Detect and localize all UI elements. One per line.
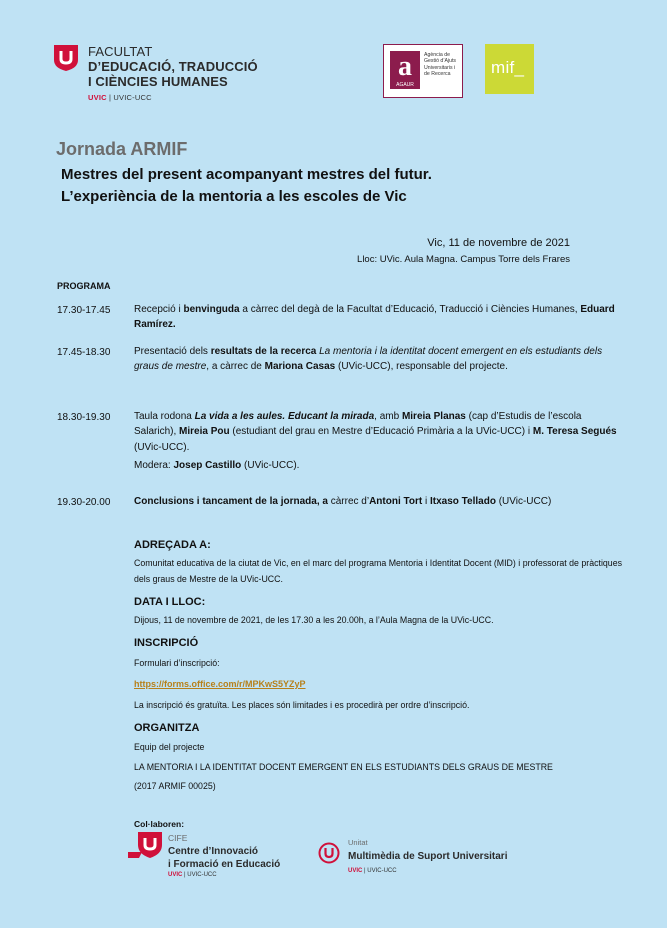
program-text: Taula rodona bbox=[134, 411, 195, 422]
uvic-ucc-text: | UVIC-UCC bbox=[362, 868, 397, 874]
faculty-name bbox=[88, 44, 258, 89]
adrecada-heading: ADREÇADA A: bbox=[134, 539, 211, 551]
program-bold: benvinguda bbox=[183, 304, 240, 315]
faculty-line3: I CIÈNCIES HUMANES bbox=[88, 74, 228, 89]
program-text: (UVic-UCC) bbox=[495, 496, 552, 507]
place-line: Lloc: UVic. Aula Magna. Campus Torre dels Frares bbox=[357, 254, 570, 265]
moderator-label: Modera: bbox=[134, 460, 174, 471]
moderator-line bbox=[134, 460, 299, 471]
faculty-line2: D’EDUCACIÓ, TRADUCCIÓ bbox=[88, 59, 258, 74]
data-heading: DATA I LLOC: bbox=[134, 596, 206, 608]
cife-small: CIFE bbox=[168, 833, 188, 843]
inscripcio-heading: INSCRIPCIÓ bbox=[134, 637, 199, 649]
agaur-text: Agència de Gestió d’Ajuts Universitaris i de Recerca bbox=[424, 52, 457, 77]
programa-heading: PROGRAMA bbox=[57, 281, 111, 291]
uvic-ucc-text: | UVIC-UCC bbox=[106, 93, 152, 102]
organitza-line3: (2017 ARMIF 00025) bbox=[134, 781, 216, 791]
mu-shield-icon bbox=[318, 842, 340, 864]
program-bold: resultats de la recerca bbox=[210, 346, 317, 357]
subtitle-line1: Mestres del present acompanyant mestres del futur. bbox=[61, 166, 432, 183]
inscripcio-note: La inscripció és gratuïta. Les places són limitades i es procedirà per ordre d’inscripció. bbox=[134, 700, 470, 710]
mu-name: Multimèdia de Suport Universitari bbox=[348, 851, 508, 862]
program-text: (UVic-UCC). bbox=[241, 460, 300, 471]
program-time-4: 19.30-20.00 bbox=[57, 497, 111, 508]
uvic-brand-text: UVIC bbox=[88, 93, 107, 102]
speaker-name: Mireia Planas bbox=[401, 411, 466, 422]
program-text: Presentació dels bbox=[134, 346, 211, 357]
inscripcio-label: Formulari d’inscripció: bbox=[134, 658, 220, 668]
program-text: Recepció i bbox=[134, 304, 184, 315]
program-desc-2 bbox=[134, 344, 622, 375]
cife-shield-icon bbox=[128, 832, 162, 858]
agaur-logo bbox=[383, 44, 463, 98]
date-line: Vic, 11 de novembre de 2021 bbox=[427, 237, 570, 249]
uvic-brand-text: UVIC bbox=[168, 872, 183, 878]
program-time-1: 17.30-17.45 bbox=[57, 305, 111, 316]
faculty-line1: FACULTAT bbox=[88, 44, 153, 59]
organitza-line2: LA MENTORIA I LA IDENTITAT DOCENT EMERGENT EN ELS ESTUDIANTS DELS GRAUS DE MESTRE bbox=[134, 762, 553, 772]
program-text: (cap d’Estudis de l’escola Salarich), bbox=[134, 411, 582, 438]
program-bold: Conclusions i tancament de la jornada, a bbox=[134, 496, 328, 507]
cife-line1: Centre d’Innovació bbox=[168, 846, 259, 857]
speaker-name: M. Teresa Segués bbox=[532, 426, 617, 438]
program-desc-1 bbox=[134, 302, 622, 333]
subtitle-line2: L’experiència de la mentoria a les escoles de Vic bbox=[61, 188, 407, 205]
mu-sub-brand bbox=[348, 868, 397, 874]
program-text: (estudiant del grau en Mestre d’Educació Primària a la UVic-UCC) i bbox=[229, 426, 533, 438]
organitza-heading: ORGANITZA bbox=[134, 722, 200, 734]
cife-line2: i Formació en Educació bbox=[168, 859, 281, 870]
program-time-2: 17.45-18.30 bbox=[57, 347, 111, 358]
collaborators-label: Col·laboren: bbox=[134, 819, 185, 829]
program-italic: La mentoria i la identitat docent emergent en els estudiants dels graus de mestre bbox=[134, 346, 603, 373]
data-text: Dijous, 11 de novembre de 2021, de les 17.30 a les 20.00h, a l’Aula Magna de la UVic-UCC. bbox=[134, 615, 494, 625]
mif-logo: mif_ bbox=[485, 44, 534, 94]
organitza-line1: Equip del projecte bbox=[134, 742, 205, 752]
adrecada-text: Comunitat educativa de la ciutat de Vic, en el marc del programa Mentoria i Identitat Docent (MID) i professorat de pràctiques dels graus de Mestre de la UVic-UCC. bbox=[134, 558, 622, 584]
faculty-sub-brand bbox=[88, 93, 152, 102]
program-desc-3 bbox=[134, 409, 622, 455]
event-title: Jornada ARMIF bbox=[56, 139, 188, 159]
agaur-mark bbox=[390, 51, 420, 89]
mu-small: Unitat bbox=[348, 838, 368, 847]
agaur-mark-small: AGAUR bbox=[396, 82, 414, 88]
speaker-name: Mireia Pou bbox=[179, 426, 230, 438]
program-desc-4 bbox=[134, 494, 622, 509]
speaker-name: Eduard Ramírez. bbox=[134, 304, 615, 331]
program-text: càrrec d’ bbox=[327, 496, 370, 507]
speaker-name: Itxaso Tellado bbox=[429, 496, 496, 507]
uvic-ucc-text: | UVIC-UCC bbox=[182, 872, 217, 878]
speaker-name: Antoni Tort bbox=[369, 496, 423, 507]
moderator-name: Josep Castillo bbox=[173, 460, 242, 471]
cife-name bbox=[168, 845, 280, 871]
cife-sub-brand bbox=[168, 872, 217, 878]
program-text: i bbox=[422, 496, 430, 507]
program-time-3: 18.30-19.30 bbox=[57, 412, 111, 423]
program-text: , a càrrec de bbox=[206, 361, 265, 373]
program-text: (UVic-UCC), responsable del projecte. bbox=[335, 361, 508, 373]
speaker-name: Mariona Casas bbox=[264, 361, 336, 373]
inscripcio-link[interactable]: https://forms.office.com/r/MPKwS5YZyP bbox=[134, 679, 306, 689]
program-text: (UVic-UCC). bbox=[134, 441, 190, 453]
agaur-mark-letter: a bbox=[398, 51, 412, 82]
uvic-brand-text: UVIC bbox=[348, 868, 363, 874]
program-bold-italic: La vida a les aules. Educant la mirada bbox=[194, 411, 375, 422]
program-text: , amb bbox=[374, 411, 402, 422]
program-text: a càrrec del degà de la Facultat d’Educació, Traducció i Ciències Humanes, bbox=[239, 304, 581, 315]
uvic-shield-icon bbox=[54, 45, 78, 71]
